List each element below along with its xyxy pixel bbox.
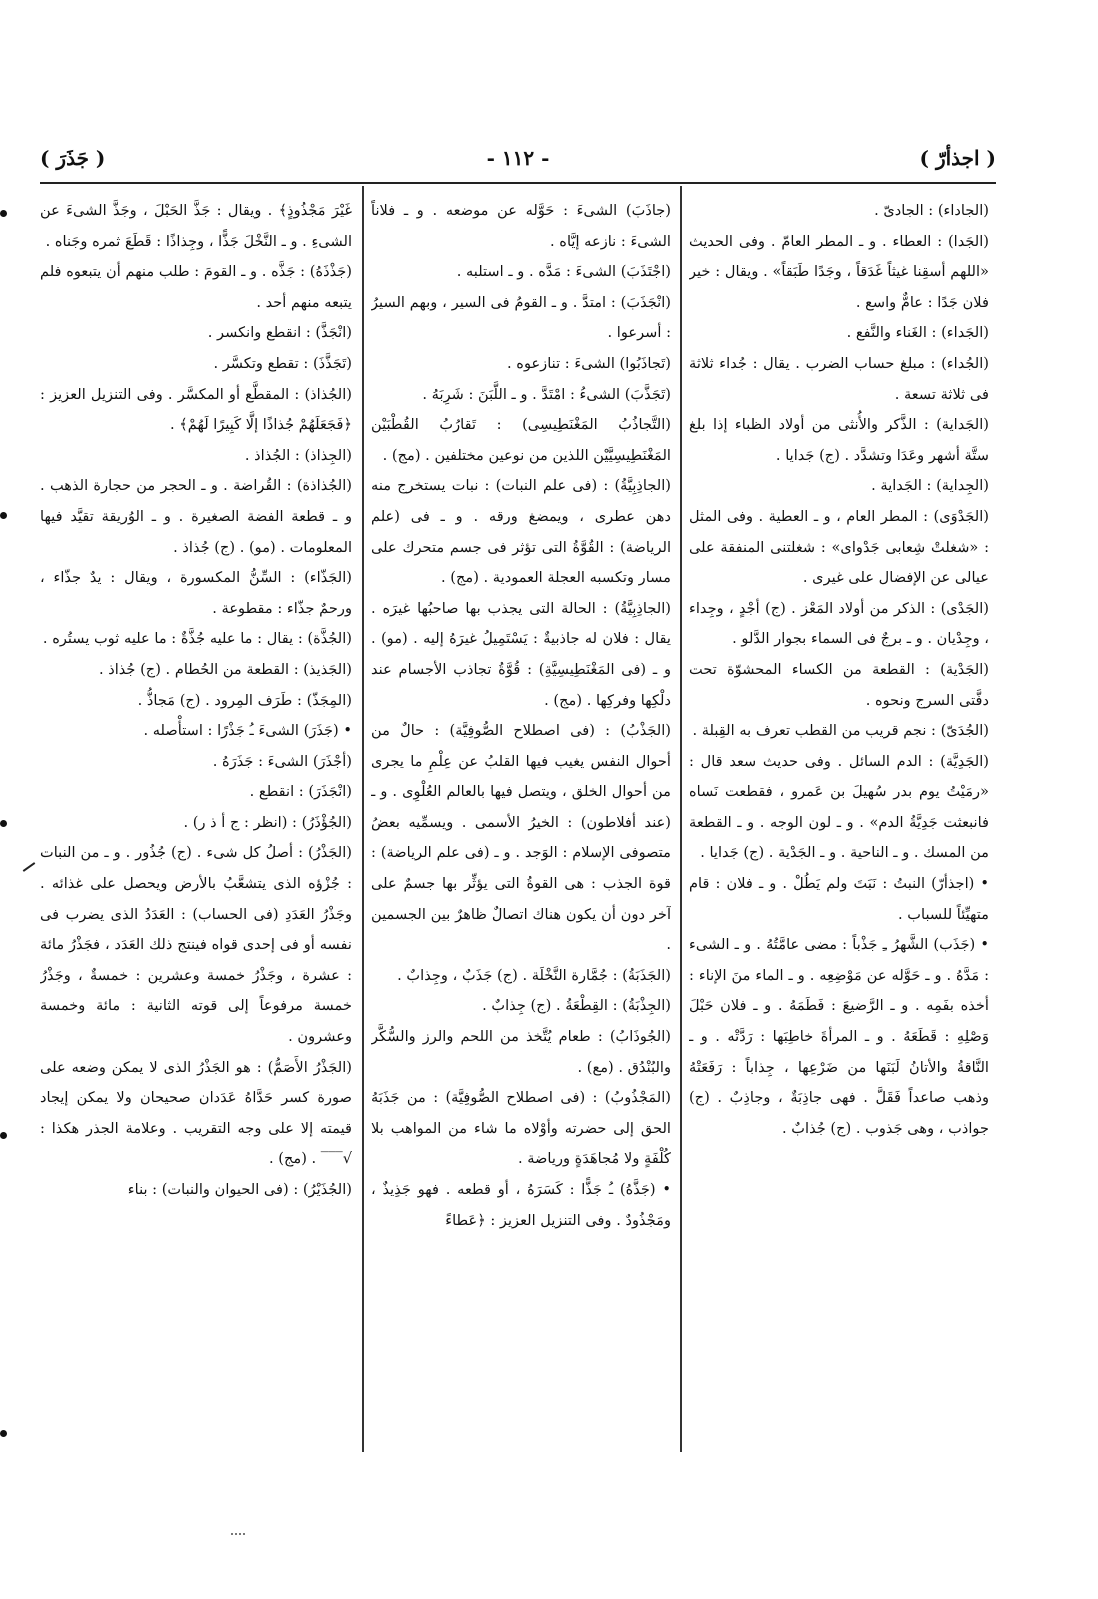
column-middle bbox=[371, 196, 671, 1556]
margin-dot bbox=[0, 512, 7, 519]
entry: (جَذْذَهُ) : جَذَّه . و ـ القومَ : طلب منهم أن يتبعوه فلم يتبعه منهم أحد . bbox=[40, 263, 352, 311]
entry: (المَجْذُوبُ) : (فى اصطلاح الصُّوفِيَّة) : من جَذَبَهُ الحق إلى حضرته وأوْلاه ما شاء من المواهب بلا كُلْفَةٍ ولا مُجاهَدَةٍ ورياضة . bbox=[371, 1089, 671, 1168]
entry: (الجَداء) : الغَناء والنَّفع . bbox=[846, 324, 989, 342]
entry: (انْجَذَرَ) : انقطع . bbox=[249, 783, 352, 801]
entry: (الجاذِبِيَّةُ) : (فى علم النبات) : نبات يستخرج منه دهن عطرى ، ويمضغ ورقه . و ـ فى (علم الرياضة) : القُوَّةُ التى تؤثر فى جسم متحرك على مسار وتكسبه العجلة العمودية . (مج) . bbox=[371, 477, 671, 587]
entry: (الجاداء) : الجادىّ . bbox=[874, 202, 989, 219]
entry: • (جَذَرَ) الشىءَ ـُ جَذْرًا : استأْصله . bbox=[143, 722, 352, 740]
entry: (الجُذاذة) : القُراضة . و ـ الحجر من حجارة الذهب . و ـ قطعة الفضة الصغيرة . و ـ الوُريقة تقيَّد فيها المعلومات . (مو) . (ج) جُذاذ . bbox=[40, 477, 352, 556]
column-left bbox=[40, 196, 352, 1556]
entry: (الجُداء) : مبلغ حساب الضرب . يقال : جُداء ثلاثة فى ثلاثة تسعة . bbox=[689, 354, 989, 403]
header-rule bbox=[40, 182, 996, 184]
page-number: - ١١٢ - bbox=[486, 146, 550, 170]
entry: (اجْتَذَبَ) الشىءَ : مَدَّه . و ـ استلبه . bbox=[456, 263, 671, 281]
entry: (الجَدْية) : القطعة من الكساء المحشوّة تحت دفَّتى السرج ونحوه . bbox=[689, 660, 989, 709]
margin-slash bbox=[23, 862, 36, 872]
entry: (تَجَذَّذَ) : تقطع وتكسَّر . bbox=[213, 354, 352, 372]
entry: (الجِذْبَةُ) : القِطْعَةُ . (ج) جِذابٌ . bbox=[482, 997, 671, 1015]
header-left-entry: ( جَذَرَ ) bbox=[40, 146, 106, 170]
entry: (جاذَبَ) الشىءَ : حَوَّله عن موضعه . و ـ فلاناً الشىءَ : نازعه إيَّاه . bbox=[371, 202, 671, 250]
entry: (الجُذَّة) : يقال : ما عليه جُذَّةٌ : ما عليه ثوب يستُره . bbox=[42, 630, 352, 648]
entry: (الجَذّاء) : السِّنُّ المكسورة ، ويقال : يدٌ جذّاء ، ورحمٌ جذّاء : مقطوعة . bbox=[40, 569, 352, 617]
entry: • (جَذَّهُ) ـُ جَذًّا : كَسَرَهُ ، أو قطعه . فهو جَذِيذٌ ، ومَجْذُودٌ . وفى التنزيل العزيز : ﴿عَطاءً bbox=[371, 1181, 671, 1229]
entry: (انْجَذَّ) : انقطع وانكسر . bbox=[207, 324, 352, 342]
entry: (تَجَذَّبَ) الشىءُ : امْتَدَّ . و ـ اللَّبَنَ : شَرِبَهُ . bbox=[422, 385, 671, 403]
margin-dot bbox=[0, 820, 7, 827]
entry: (الجِذاذ) : الجُذاذ . bbox=[244, 446, 352, 464]
header-right-entry: ( اجذأرّ ) bbox=[919, 146, 996, 170]
entry: (التَّجاذُبُ المَغْنَطِيسِى) : تَقارُبُ القُطْبَيْن المَغْنَطِيسِيَّيْن اللذين من نوعين مختلفين . (مج) . bbox=[371, 416, 671, 464]
page-header bbox=[40, 146, 996, 176]
margin-dot bbox=[0, 1430, 7, 1437]
entry: (الجُدَىّ) : نجم قريب من القطب تعرف به القِبلة . bbox=[692, 722, 989, 740]
entry: (المِجَذّ) : طَرَف المِرود . (ج) مَجاذُّ . bbox=[137, 691, 352, 709]
entry: (الجَذْرُ) : أصلُ كل شىء . (ج) جُذُور . و ـ من النبات : جُزْؤه الذى يتشعَّبُ بالأرض ويحصل على غذائه . وجَذْرُ العَدَدِ (فى الحساب) : العَدَدُ الذى يضرب فى نفسه أو فى إحدى قواه فينتج ذلك العَدَد ، فجَذْرُ مائة : عشرة ، وجَذْرُ خمسة وعشرين : خمسةٌ ، وجَذْرُ خمسة مرفوعاً إلى قوته الثانية : مائة وخمسة وعشرون . bbox=[40, 844, 352, 1046]
entry: (أجْذَرَ) الشىءَ : جَذَرَهُ . bbox=[212, 752, 352, 770]
entry: • (اجذأرّ) النبتُ : نَبَتَ ولم يَطُلْ . و ـ فلان : قام متهيِّئاً للسباب . bbox=[689, 875, 989, 923]
entry: (الجُذاذ) : المقطَّع أو المكسَّر . وفى التنزيل العزيز : ﴿فَجَعَلَهُمْ جُذاذًا إلَّا كَبِيرًا لَهُمْ﴾ . bbox=[40, 385, 352, 434]
entry: (الجَدْوَى) : المطر العام ، و ـ العطية . وفى المثل : «شغلتْ شِعابى جَدْواى» : شغلتنى المنفقة على عيالى عن الإفضال على غيرى . bbox=[689, 507, 989, 587]
entry: (الجَدْى) : الذكر من أولاد المَعْز . (ج) أجْدٍ ، وجِداء ، وجِدْيان . و ـ برجٌ فى السماء بجوار الدَّلو . bbox=[689, 599, 989, 648]
entry: (الجَدا) : العطاء . و ـ المطر العامّ . وفى الحديث «اللهم أسقِنا غيثاً غَدَقاً ، وجَدًا طَبَقاً» . ويقال : خير فلان جَدًا : عامٌّ واسع . bbox=[689, 232, 989, 311]
entry: (الجَداية) : الذَّكر والأُنثى من أولاد الظباء إذا بلغ ستَّة أشهر وعَدَا وتشدَّد . (ج) جَدايا . bbox=[689, 416, 989, 464]
column-right bbox=[689, 196, 989, 1556]
entry: (تَجاذَبُوا) الشىءَ : تنازعوه . bbox=[507, 354, 671, 372]
entry: (انْجَذَبَ) : امتدَّ . و ـ القومُ فى السير ، وبهم السيرُ : أسرعوا . bbox=[371, 293, 671, 342]
margin-dot bbox=[0, 210, 7, 217]
margin-dot bbox=[0, 1132, 7, 1139]
entry: (الجاذِبِيَّةُ) : الحالة التى يجذب بها صاحبُها غيرَه . يقال : فلان له جاذبيةٌ : يَسْتَمِيلُ غيرَهُ إليه . (مو) . و ـ (فى المَغْنَطِيسِيَّةِ) : قُوَّةُ تجاذب الأجسام عند دلْكِها وفركِها . (مج) . bbox=[371, 599, 671, 709]
entry: (الجُوذَابُ) : طعام يُتَّخذ من اللحم والرز والسُّكَّر والبُنْدُق . (مع) . bbox=[371, 1028, 671, 1076]
entry: (الجَذيذ) : القطعة من الحُطام . (ج) جُذاذ . bbox=[98, 660, 352, 678]
entry: • (جَذَب) الشَّهرُ ـِ جَذْباً : مضى عامَّتُهُ . و ـ الشىء : مَدَّهُ . و ـ حَوَّله عن مَوْضِعِه . و ـ الماء منَ الإناء : أخذه بفَمِه . و ـ الرَّضيعَ : فَطَمَهُ . و ـ فلان حَبْلَ وَصْلِهِ : قَطَعَهُ . و ـ المرأةَ خاطِبَها : رَدَّتْه . و ـ النَّاقةُ والأتانُ لَبَنَها من ضَرْعِها ، جِذاباً : رَفَعَتْهُ وذهب صاعداً فَقَلَّ . فهى جاذِبَةٌ ، وجاذِبٌ . (ج) جواذب ، وهى جَذوب . (ج) جُذابٌ . bbox=[689, 936, 989, 1137]
entry: (الجَذَبَةُ) : جُمَّارة النَّخْلَة . (ج) جَذَبٌ ، وجِذابٌ . bbox=[397, 966, 671, 984]
column-divider-right bbox=[680, 186, 682, 1452]
entry: (الجَدِيَّة) : الدم السائل . وفى حديث سعد قال : «رمَيْتُ يوم بدر سُهيلَ بن عَمرو ، فقطعت نَساه فانبعثت جَدِيَّةُ الدم» . و ـ لون الوجه . و ـ القطعة من المسك . و ـ الناحية . و ـ الجَدْية . (ج) جَدايا . bbox=[689, 752, 989, 862]
entry: (الجَذْبُ) : (فى اصطلاح الصُّوفِيَّة) : حالٌ من أحوال النفس يغيب فيها القلبُ عن عِلْمِ ما يجرى من أحوال الخلق ، ويتصل فيها بالعالم العُلْوِى . و ـ (عند أفلاطون) : الخيرُ الأسمى . ويسمِّيه بعضُ متصوفى الإسلام : الوَجد . و ـ (فى علم الرياضة) : قوة الجذب : هى القوةُ التى يؤثِّر بها جسمٌ على آخر دون أن يكون هناك اتصالٌ ظاهرٌ بين الجسمين . bbox=[371, 722, 671, 954]
column-divider-left bbox=[362, 186, 364, 1452]
entry: (الجِداية) : الجَداية . bbox=[871, 477, 989, 495]
entry: (الجُؤْذَرُ) : (انظر : ج أ ذ ر) . bbox=[183, 813, 352, 831]
entry: (الجُذَيْرُ) : (فى الحيوان والنبات) : بناء bbox=[127, 1181, 352, 1198]
entry: غَيْرَ مَجْذُوذٍ﴾ . ويقال : جَذَّ الحَبْلَ ، وجَذَّ الشىءَ عن الشىءِ . و ـ النَّخْلَ جَذًّا ، وجِذاذًا : قَطَعَ ثمره وجَناه . bbox=[40, 202, 352, 250]
footer-mark bbox=[231, 1533, 245, 1538]
entry: (الجَذْرُ الأَصَمُّ) : هو الجَذْرُ الذى لا يمكن وضعه على صورة كسر حَدَّاهُ عَدَدان صحيحان ولا يمكن إيجاد قيمته إلا على وجه التقريب . وعلامة الجذر هكذا : √‾‾‾ . (مج) . bbox=[40, 1058, 352, 1168]
